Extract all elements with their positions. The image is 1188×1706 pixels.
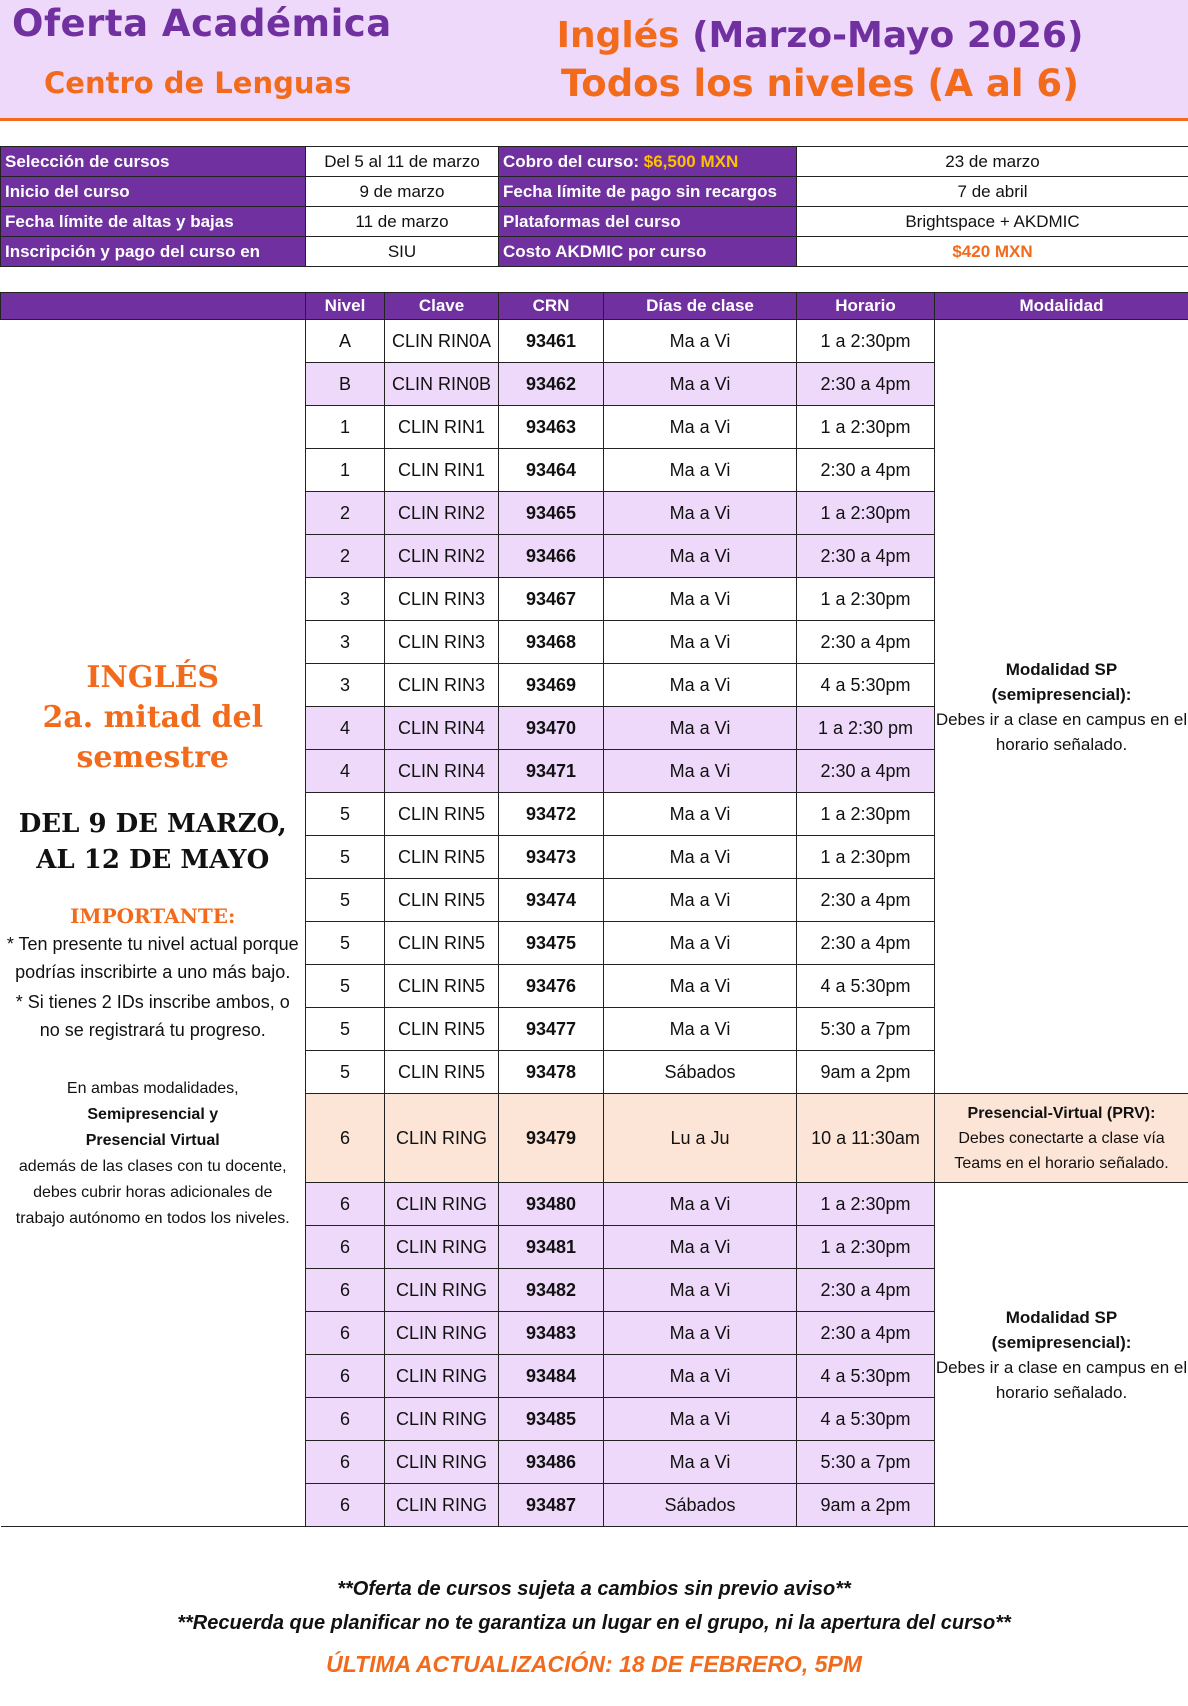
crn-cell: 93466 — [499, 535, 604, 578]
nivel-cell: A — [306, 320, 385, 363]
info-table — [0, 146, 1188, 267]
sidebar-ingles: INGLÉS — [86, 660, 220, 695]
clave-cell: CLIN RIN2 — [385, 535, 499, 578]
schedule-table — [0, 292, 1188, 1527]
horario-cell: 4 a 5:30pm — [797, 965, 935, 1008]
nivel-cell: 5 — [306, 965, 385, 1008]
nivel-cell: 5 — [306, 1008, 385, 1051]
dias-cell: Ma a Vi — [604, 1269, 797, 1312]
crn-cell: 93471 — [499, 750, 604, 793]
crn-cell: 93462 — [499, 363, 604, 406]
nivel-cell: 6 — [306, 1094, 385, 1183]
dias-cell: Sábados — [604, 1484, 797, 1527]
column-header: Clave — [385, 293, 499, 320]
info-row — [1, 237, 1188, 267]
clave-cell: CLIN RIN2 — [385, 492, 499, 535]
dias-cell: Ma a Vi — [604, 1398, 797, 1441]
nivel-cell: 3 — [306, 621, 385, 664]
clave-cell: CLIN RIN5 — [385, 1051, 499, 1094]
crn-cell: 93469 — [499, 664, 604, 707]
nivel-cell: 6 — [306, 1226, 385, 1269]
clave-cell: CLIN RIN3 — [385, 664, 499, 707]
nivel-cell: 5 — [306, 836, 385, 879]
crn-cell: 93484 — [499, 1355, 604, 1398]
clave-cell: CLIN RIN4 — [385, 707, 499, 750]
nivel-cell: 4 — [306, 750, 385, 793]
course-levels: Todos los niveles (A al 6) — [560, 62, 1080, 105]
clave-cell: CLIN RING — [385, 1094, 499, 1183]
info-row — [1, 147, 1188, 177]
horario-cell: 1 a 2:30pm — [797, 492, 935, 535]
dias-cell: Ma a Vi — [604, 535, 797, 578]
crn-cell: 93479 — [499, 1094, 604, 1183]
clave-cell: CLIN RING — [385, 1269, 499, 1312]
info-label: Selección de cursos — [1, 147, 306, 177]
dias-cell: Ma a Vi — [604, 1008, 797, 1051]
nivel-cell: 1 — [306, 449, 385, 492]
crn-cell: 93480 — [499, 1183, 604, 1226]
clave-cell: CLIN RIN5 — [385, 793, 499, 836]
nivel-cell: 3 — [306, 578, 385, 621]
clave-cell: CLIN RIN3 — [385, 578, 499, 621]
page-title: Oferta Académica — [12, 2, 392, 45]
course-price: $6,500 MXN — [643, 151, 739, 171]
dias-cell: Ma a Vi — [604, 965, 797, 1008]
info-value: Del 5 al 11 de marzo — [306, 147, 499, 177]
modalidad-prv — [935, 1094, 1188, 1183]
nivel-cell: 6 — [306, 1269, 385, 1312]
horario-cell: 1 a 2:30pm — [797, 793, 935, 836]
sidebar-note: * Si tienes 2 IDs inscribe ambos, o no se registrará tu progreso. — [15, 992, 290, 1040]
clave-cell: CLIN RIN0B — [385, 363, 499, 406]
dias-cell: Ma a Vi — [604, 492, 797, 535]
dias-cell: Lu a Ju — [604, 1094, 797, 1183]
disclaimer-changes: **Oferta de cursos sujeta a cambios sin previo aviso** — [337, 1578, 851, 1600]
header-blank — [1, 293, 306, 320]
page-subtitle: Centro de Lenguas — [44, 66, 352, 100]
info-value: Brightspace + AKDMIC — [797, 207, 1188, 237]
dias-cell: Ma a Vi — [604, 793, 797, 836]
info-label: Inscripción y pago del curso en — [1, 237, 306, 267]
clave-cell: CLIN RING — [385, 1398, 499, 1441]
crn-cell: 93483 — [499, 1312, 604, 1355]
horario-cell: 1 a 2:30pm — [797, 836, 935, 879]
horario-cell: 2:30 a 4pm — [797, 1312, 935, 1355]
nivel-cell: 5 — [306, 1051, 385, 1094]
crn-cell: 93487 — [499, 1484, 604, 1527]
horario-cell: 2:30 a 4pm — [797, 750, 935, 793]
clave-cell: CLIN RIN5 — [385, 879, 499, 922]
modalidad-sp — [935, 320, 1188, 1094]
crn-cell: 93473 — [499, 836, 604, 879]
info-value: 11 de marzo — [306, 207, 499, 237]
crn-cell: 93474 — [499, 879, 604, 922]
sidebar-note: * Ten presente tu nivel actual porque podrías inscribirte a uno más bajo. — [6, 934, 299, 982]
horario-cell: 9am a 2pm — [797, 1051, 935, 1094]
nivel-cell: 3 — [306, 664, 385, 707]
crn-cell: 93468 — [499, 621, 604, 664]
nivel-cell: 4 — [306, 707, 385, 750]
nivel-cell: 2 — [306, 492, 385, 535]
crn-cell: 93472 — [499, 793, 604, 836]
sidebar-ambas: En ambas modalidades, Semipresencial y Presencial Virtual además de las clases con tu docente, debes cubrir horas adicionales de trabajo autónomo en todos los niveles. — [15, 1080, 290, 1227]
page-header — [0, 0, 1188, 121]
dias-cell: Ma a Vi — [604, 707, 797, 750]
nivel-cell: 6 — [306, 1398, 385, 1441]
info-value: 23 de marzo — [797, 147, 1188, 177]
crn-cell: 93486 — [499, 1441, 604, 1484]
crn-cell: 93470 — [499, 707, 604, 750]
info-sidebar — [1, 320, 306, 1527]
nivel-cell: 6 — [306, 1355, 385, 1398]
horario-cell: 2:30 a 4pm — [797, 621, 935, 664]
crn-cell: 93467 — [499, 578, 604, 621]
horario-cell: 2:30 a 4pm — [797, 879, 935, 922]
course-period: (Marzo-Mayo 2026) — [692, 15, 1084, 56]
horario-cell: 1 a 2:30pm — [797, 406, 935, 449]
crn-cell: 93475 — [499, 922, 604, 965]
dias-cell: Ma a Vi — [604, 1355, 797, 1398]
horario-cell: 9am a 2pm — [797, 1484, 935, 1527]
dias-cell: Ma a Vi — [604, 449, 797, 492]
modalidad-title: Modalidad SP (semipresencial): — [991, 659, 1132, 704]
clave-cell: CLIN RIN1 — [385, 449, 499, 492]
info-label: Plataformas del curso — [499, 207, 797, 237]
nivel-cell: 5 — [306, 793, 385, 836]
schedule-row — [1, 320, 1188, 363]
info-value: SIU — [306, 237, 499, 267]
nivel-cell: 5 — [306, 879, 385, 922]
nivel-cell: 6 — [306, 1183, 385, 1226]
clave-cell: CLIN RIN5 — [385, 836, 499, 879]
modalidad-sp — [935, 1183, 1188, 1527]
clave-cell: CLIN RING — [385, 1226, 499, 1269]
info-label: Fecha límite de altas y bajas — [1, 207, 306, 237]
modalidad-text: Debes ir a clase en campus en el horario señalado. — [935, 709, 1188, 754]
crn-cell: 93464 — [499, 449, 604, 492]
schedule-header-row — [1, 293, 1188, 320]
disclaimer-planning: **Recuerda que planificar no te garantiza un lugar en el grupo, ni la apertura del curso** — [177, 1612, 1011, 1634]
crn-cell: 93476 — [499, 965, 604, 1008]
column-header: Modalidad — [935, 293, 1188, 320]
crn-cell: 93477 — [499, 1008, 604, 1051]
sidebar-ambas-modalities: Semipresencial y Presencial Virtual — [85, 1106, 220, 1149]
horario-cell: 1 a 2:30pm — [797, 578, 935, 621]
crn-cell: 93465 — [499, 492, 604, 535]
info-label: Cobro del curso: $6,500 MXN — [499, 147, 797, 177]
akdmic-cost: $420 MXN — [797, 237, 1188, 267]
nivel-cell: 6 — [306, 1312, 385, 1355]
horario-cell: 2:30 a 4pm — [797, 363, 935, 406]
horario-cell: 2:30 a 4pm — [797, 1269, 935, 1312]
horario-cell: 5:30 a 7pm — [797, 1008, 935, 1051]
clave-cell: CLIN RIN5 — [385, 922, 499, 965]
horario-cell: 2:30 a 4pm — [797, 535, 935, 578]
nivel-cell: 1 — [306, 406, 385, 449]
dias-cell: Ma a Vi — [604, 1312, 797, 1355]
column-header: Horario — [797, 293, 935, 320]
modalidad-title: Modalidad SP (semipresencial): — [991, 1307, 1132, 1352]
horario-cell: 1 a 2:30pm — [797, 1183, 935, 1226]
dias-cell: Ma a Vi — [604, 363, 797, 406]
last-updated: ÚLTIMA ACTUALIZACIÓN: 18 DE FEBRERO, 5PM — [326, 1651, 862, 1677]
clave-cell: CLIN RIN1 — [385, 406, 499, 449]
course-title — [490, 15, 1150, 56]
sidebar-dates: DEL 9 DE MARZO, AL 12 DE MAYO — [18, 809, 287, 875]
nivel-cell: 6 — [306, 1484, 385, 1527]
nivel-cell: 6 — [306, 1441, 385, 1484]
clave-cell: CLIN RING — [385, 1312, 499, 1355]
modalidad-text: Debes conectarte a clase vía Teams en el horario señalado. — [954, 1129, 1169, 1172]
dias-cell: Ma a Vi — [604, 922, 797, 965]
horario-cell: 2:30 a 4pm — [797, 449, 935, 492]
column-header: CRN — [499, 293, 604, 320]
crn-cell: 93461 — [499, 320, 604, 363]
horario-cell: 10 a 11:30am — [797, 1094, 935, 1183]
info-label: Fecha límite de pago sin recargos — [499, 177, 797, 207]
course-word: Inglés — [556, 15, 680, 56]
info-label: Costo AKDMIC por curso — [499, 237, 797, 267]
info-value: 9 de marzo — [306, 177, 499, 207]
clave-cell: CLIN RIN4 — [385, 750, 499, 793]
clave-cell: CLIN RING — [385, 1441, 499, 1484]
horario-cell: 1 a 2:30pm — [797, 320, 935, 363]
dias-cell: Sábados — [604, 1051, 797, 1094]
clave-cell: CLIN RIN0A — [385, 320, 499, 363]
horario-cell: 2:30 a 4pm — [797, 922, 935, 965]
dias-cell: Ma a Vi — [604, 1441, 797, 1484]
dias-cell: Ma a Vi — [604, 578, 797, 621]
horario-cell: 1 a 2:30 pm — [797, 707, 935, 750]
horario-cell: 5:30 a 7pm — [797, 1441, 935, 1484]
info-row — [1, 207, 1188, 237]
column-header: Días de clase — [604, 293, 797, 320]
clave-cell: CLIN RING — [385, 1183, 499, 1226]
crn-cell: 93463 — [499, 406, 604, 449]
nivel-cell: 2 — [306, 535, 385, 578]
info-label: Inicio del curso — [1, 177, 306, 207]
clave-cell: CLIN RIN5 — [385, 965, 499, 1008]
sidebar-importante: IMPORTANTE: — [70, 904, 236, 928]
horario-cell: 4 a 5:30pm — [797, 1398, 935, 1441]
nivel-cell: B — [306, 363, 385, 406]
dias-cell: Ma a Vi — [604, 879, 797, 922]
modalidad-text: Debes ir a clase en campus en el horario señalado. — [935, 1357, 1188, 1402]
crn-cell: 93478 — [499, 1051, 604, 1094]
modalidad-title: Presencial-Virtual (PRV): — [967, 1104, 1156, 1122]
info-value: 7 de abril — [797, 177, 1188, 207]
dias-cell: Ma a Vi — [604, 320, 797, 363]
clave-cell: CLIN RIN5 — [385, 1008, 499, 1051]
column-header: Nivel — [306, 293, 385, 320]
dias-cell: Ma a Vi — [604, 750, 797, 793]
sidebar-mitad: 2a. mitad del semestre — [42, 700, 264, 775]
dias-cell: Ma a Vi — [604, 1226, 797, 1269]
dias-cell: Ma a Vi — [604, 836, 797, 879]
info-row — [1, 177, 1188, 207]
crn-cell: 93481 — [499, 1226, 604, 1269]
dias-cell: Ma a Vi — [604, 406, 797, 449]
clave-cell: CLIN RIN3 — [385, 621, 499, 664]
horario-cell: 4 a 5:30pm — [797, 664, 935, 707]
dias-cell: Ma a Vi — [604, 621, 797, 664]
crn-cell: 93482 — [499, 1269, 604, 1312]
crn-cell: 93485 — [499, 1398, 604, 1441]
dias-cell: Ma a Vi — [604, 1183, 797, 1226]
horario-cell: 4 a 5:30pm — [797, 1355, 935, 1398]
clave-cell: CLIN RING — [385, 1484, 499, 1527]
dias-cell: Ma a Vi — [604, 664, 797, 707]
clave-cell: CLIN RING — [385, 1355, 499, 1398]
horario-cell: 1 a 2:30pm — [797, 1226, 935, 1269]
nivel-cell: 5 — [306, 922, 385, 965]
